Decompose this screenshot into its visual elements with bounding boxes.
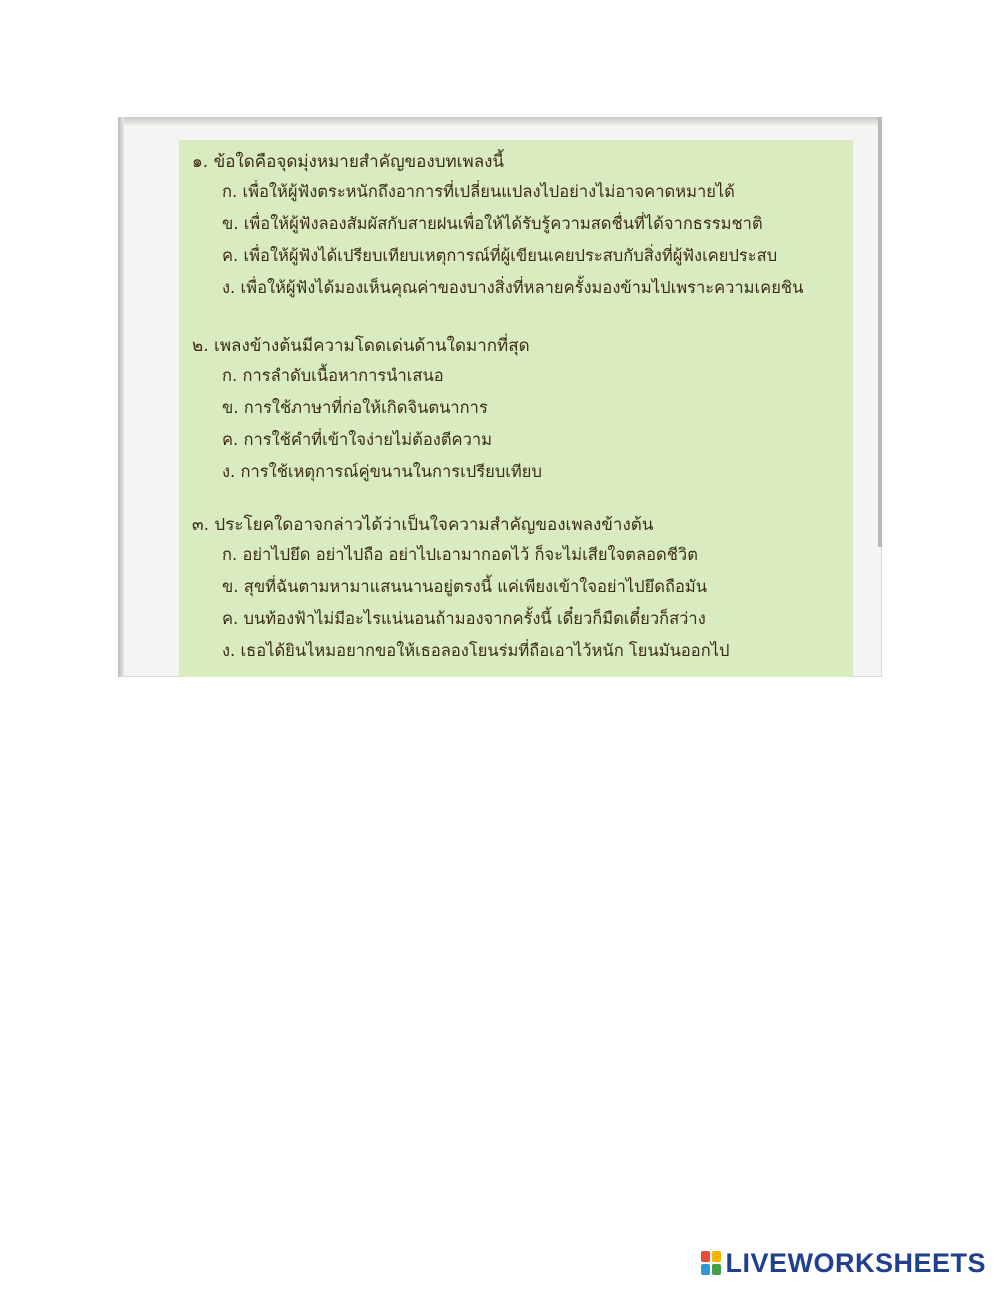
choice-item: ค. เพื่อให้ผู้ฟังได้เปรียบเทียบเหตุการณ์ที่ผู้เขียนเคยประสบกับสิ่งที่ผู้ฟังเคยประสบ xyxy=(222,246,778,265)
question-title: ๒. เพลงข้างต้นมีความโดดเด่นด้านใดมากที่สุด xyxy=(192,336,530,356)
choice-item: ง. เธอได้ยินไหมอยากขอให้เธอลองโยนร่มที่ถือเอาไว้หนัก โยนมันออกไป xyxy=(222,641,730,660)
choice-item: ค. บนท้องฟ้าไม่มีอะไรแน่นอนถ้ามองจากครั้งนี้ เดี๋ยวก็มืดเดี๋ยวก็สว่าง xyxy=(222,609,706,628)
liveworksheets-logo[interactable] xyxy=(701,1248,986,1278)
choice-list xyxy=(222,364,852,492)
logo-tile xyxy=(712,1251,721,1262)
choice-item: ก. เพื่อให้ผู้ฟังตระหนักถึงอาการที่เปลี่ยนแปลงไปอย่างไม่อาจคาดหมายได้ xyxy=(222,182,735,201)
question-title: ๑. ข้อใดคือจุดมุ่งหมายสำคัญของบทเพลงนี้ xyxy=(192,152,505,172)
choice-item: ง. การใช้เหตุการณ์คู่ขนานในการเปรียบเทียบ xyxy=(222,462,542,481)
logo-tile xyxy=(701,1251,710,1262)
choice-item: ข. การใช้ภาษาที่ก่อให้เกิดจินตนาการ xyxy=(222,398,488,417)
choice-item: ง. เพื่อให้ผู้ฟังได้มองเห็นคุณค่าของบางสิ่งที่หลายครั้งมองข้ามไปเพราะความเคยชิน xyxy=(222,278,804,297)
logo-tile xyxy=(712,1264,721,1275)
choice-item: ข. เพื่อให้ผู้ฟังลองสัมผัสกับสายฝนเพื่อให้ได้รับรู้ความสดชื่นที่ได้จากธรรมชาติ xyxy=(222,214,763,233)
choice-item: ข. สุขที่ฉันตามหามาแสนนานอยู่ตรงนี้ แค่เพียงเข้าใจอย่าไปยึดถือมัน xyxy=(222,577,708,596)
choice-list xyxy=(222,180,852,308)
question-3 xyxy=(192,513,852,671)
choice-item: ค. การใช้คำที่เข้าใจง่ายไม่ต้องตีความ xyxy=(222,430,492,449)
question-1 xyxy=(192,150,852,308)
liveworksheets-logo-icon xyxy=(701,1251,721,1275)
choice-item: ก. การลำดับเนื้อหาการนำเสนอ xyxy=(222,366,444,385)
choice-list xyxy=(222,543,852,671)
scan-edge xyxy=(878,117,882,547)
choice-item: ก. อย่าไปยึด อย่าไปถือ อย่าไปเอามากอดไว้ ก็จะไม่เสียใจตลอดชีวิต xyxy=(222,545,698,564)
question-2 xyxy=(192,334,852,492)
logo-tile xyxy=(701,1264,710,1275)
brand-name: LIVEWORKSHEETS xyxy=(725,1247,986,1278)
question-title: ๓. ประโยคใดอาจกล่าวได้ว่าเป็นใจความสำคัญของเพลงข้างต้น xyxy=(192,515,654,535)
